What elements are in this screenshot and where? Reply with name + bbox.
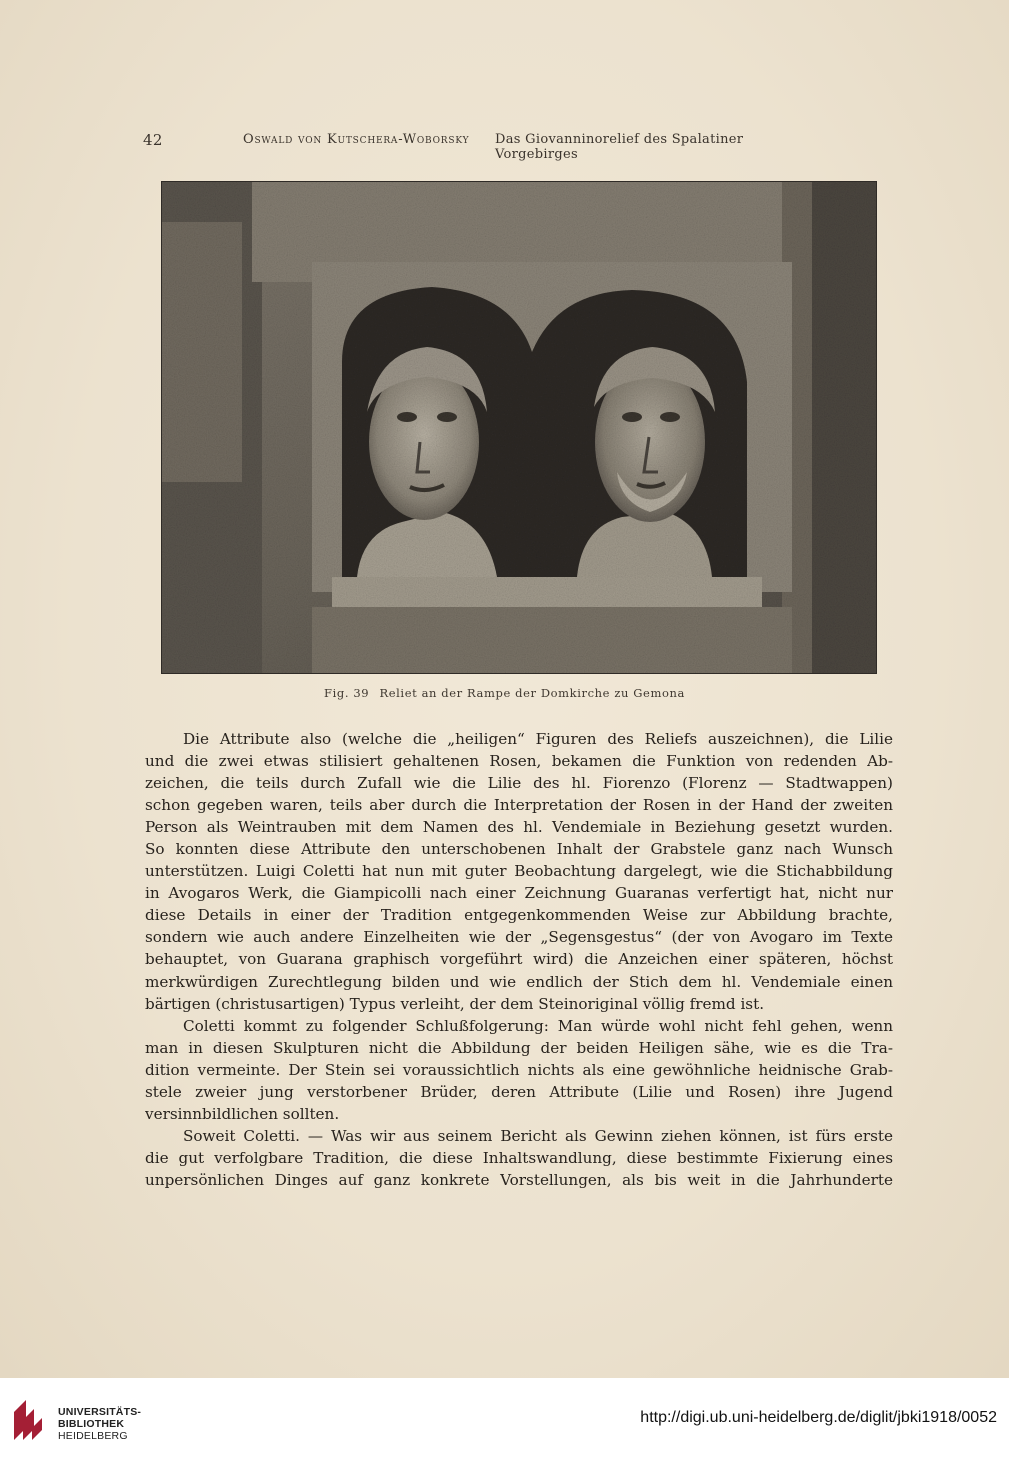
logo-line-2: BIBLIOTHEK xyxy=(58,1418,125,1430)
figure-photo xyxy=(161,181,877,674)
body-line: die gut verfolgbare Tradition, die diese Inhaltswandlung, diese bestimmte Fixierung eines xyxy=(145,1148,893,1167)
header-author: Oswald von Kutschera-Woborsky xyxy=(243,132,470,147)
body-line: versinnbildlichen sollten. xyxy=(145,1104,340,1123)
header-title: Das Giovanninorelief des Spalatiner Vorgebirges xyxy=(495,132,744,162)
page-number: 42 xyxy=(143,131,163,149)
body-line: dition vermeinte. Der Stein sei voraussichtlich nichts als eine gewöhnliche heidnische Grab- xyxy=(145,1060,893,1079)
figure-label: Fig. 39 xyxy=(324,686,370,700)
logo-line-3: HEIDELBERG xyxy=(58,1430,128,1442)
library-logo-icon xyxy=(12,1398,48,1442)
body-line: stele zweier jung verstorbener Brüder, deren Attribute (Lilie und Rosen) ihre Jugend xyxy=(145,1082,893,1101)
body-line: in Avogaros Werk, die Giampicolli nach einer Zeichnung Guaranas verfertigt hat, nicht nur xyxy=(145,884,893,903)
body-line: merkwürdigen Zurechtlegung bilden und wie endlich der Stich dem hl. Vendemiale einen xyxy=(145,972,893,991)
body-line: behauptet, von Guarana graphisch vorgeführt wird) die Anzeichen einer späteren, höchst xyxy=(145,950,893,969)
body-line: man in diesen Skulpturen nicht die Abbildung der beiden Heiligen sähe, wie es die Tra- xyxy=(145,1038,893,1057)
logo-line-1: UNIVERSITÄTS- xyxy=(58,1406,142,1418)
body-line: und die zwei etwas stilisiert gehaltenen Rosen, bekamen die Funktion von redenden Ab- xyxy=(145,752,893,771)
relief-photo xyxy=(162,182,876,673)
body-line: Coletti kommt zu folgender Schlußfolgerung: Man würde wohl nicht fehl gehen, wenn xyxy=(183,1016,893,1035)
body-line: unpersönlichen Dinges auf ganz konkrete Vorstellungen, als bis weit in die Jahrhunderte xyxy=(145,1170,893,1189)
body-line: Person als Weintrauben mit dem Namen des hl. Vendemiale in Beziehung gesetzt wurden. xyxy=(145,818,893,837)
body-line: Soweit Coletti. — Was wir aus seinem Bericht als Gewinn ziehen können, ist fürs erste xyxy=(183,1126,893,1145)
library-logo-text xyxy=(58,1406,141,1442)
body-line: diese Details in einer der Tradition entgegenkommenden Weise zur Abbildung brachte, xyxy=(145,906,893,925)
figure-caption xyxy=(0,686,1009,700)
body-line: Die Attribute also (welche die „heiligen“ Figuren des Reliefs auszeichnen), die Lilie xyxy=(183,730,893,748)
body-line: unterstützen. Luigi Coletti hat nun mit guter Beobachtung dargelegt, wie die Stichabbildung xyxy=(145,862,893,881)
permalink-url[interactable]: http://digi.ub.uni-heidelberg.de/diglit/jbki1918/0052 xyxy=(640,1409,997,1426)
body-line: bärtigen (christusartigen) Typus verleiht, der dem Steinoriginal völlig fremd ist. xyxy=(145,994,765,1013)
body-line: So konnten diese Attribute den unterschobenen Inhalt der Grabstele ganz nach Wunsch xyxy=(145,840,893,859)
footer-bar xyxy=(0,1378,1009,1460)
body-line: schon gegeben waren, teils aber durch die Interpretation der Rosen in der Hand der zweiten xyxy=(145,796,893,815)
figure-caption-text: Reliet an der Rampe der Domkirche zu Gemona xyxy=(379,686,685,700)
body-line: zeichen, die teils durch Zufall wie die Lilie des hl. Fiorenzo (Florenz — Stadtwappen) xyxy=(145,774,893,793)
body-line: sondern wie auch andere Einzelheiten wie der „Segensgestus“ (der von Avogaro im Texte xyxy=(145,928,893,947)
body-text xyxy=(145,728,893,1191)
